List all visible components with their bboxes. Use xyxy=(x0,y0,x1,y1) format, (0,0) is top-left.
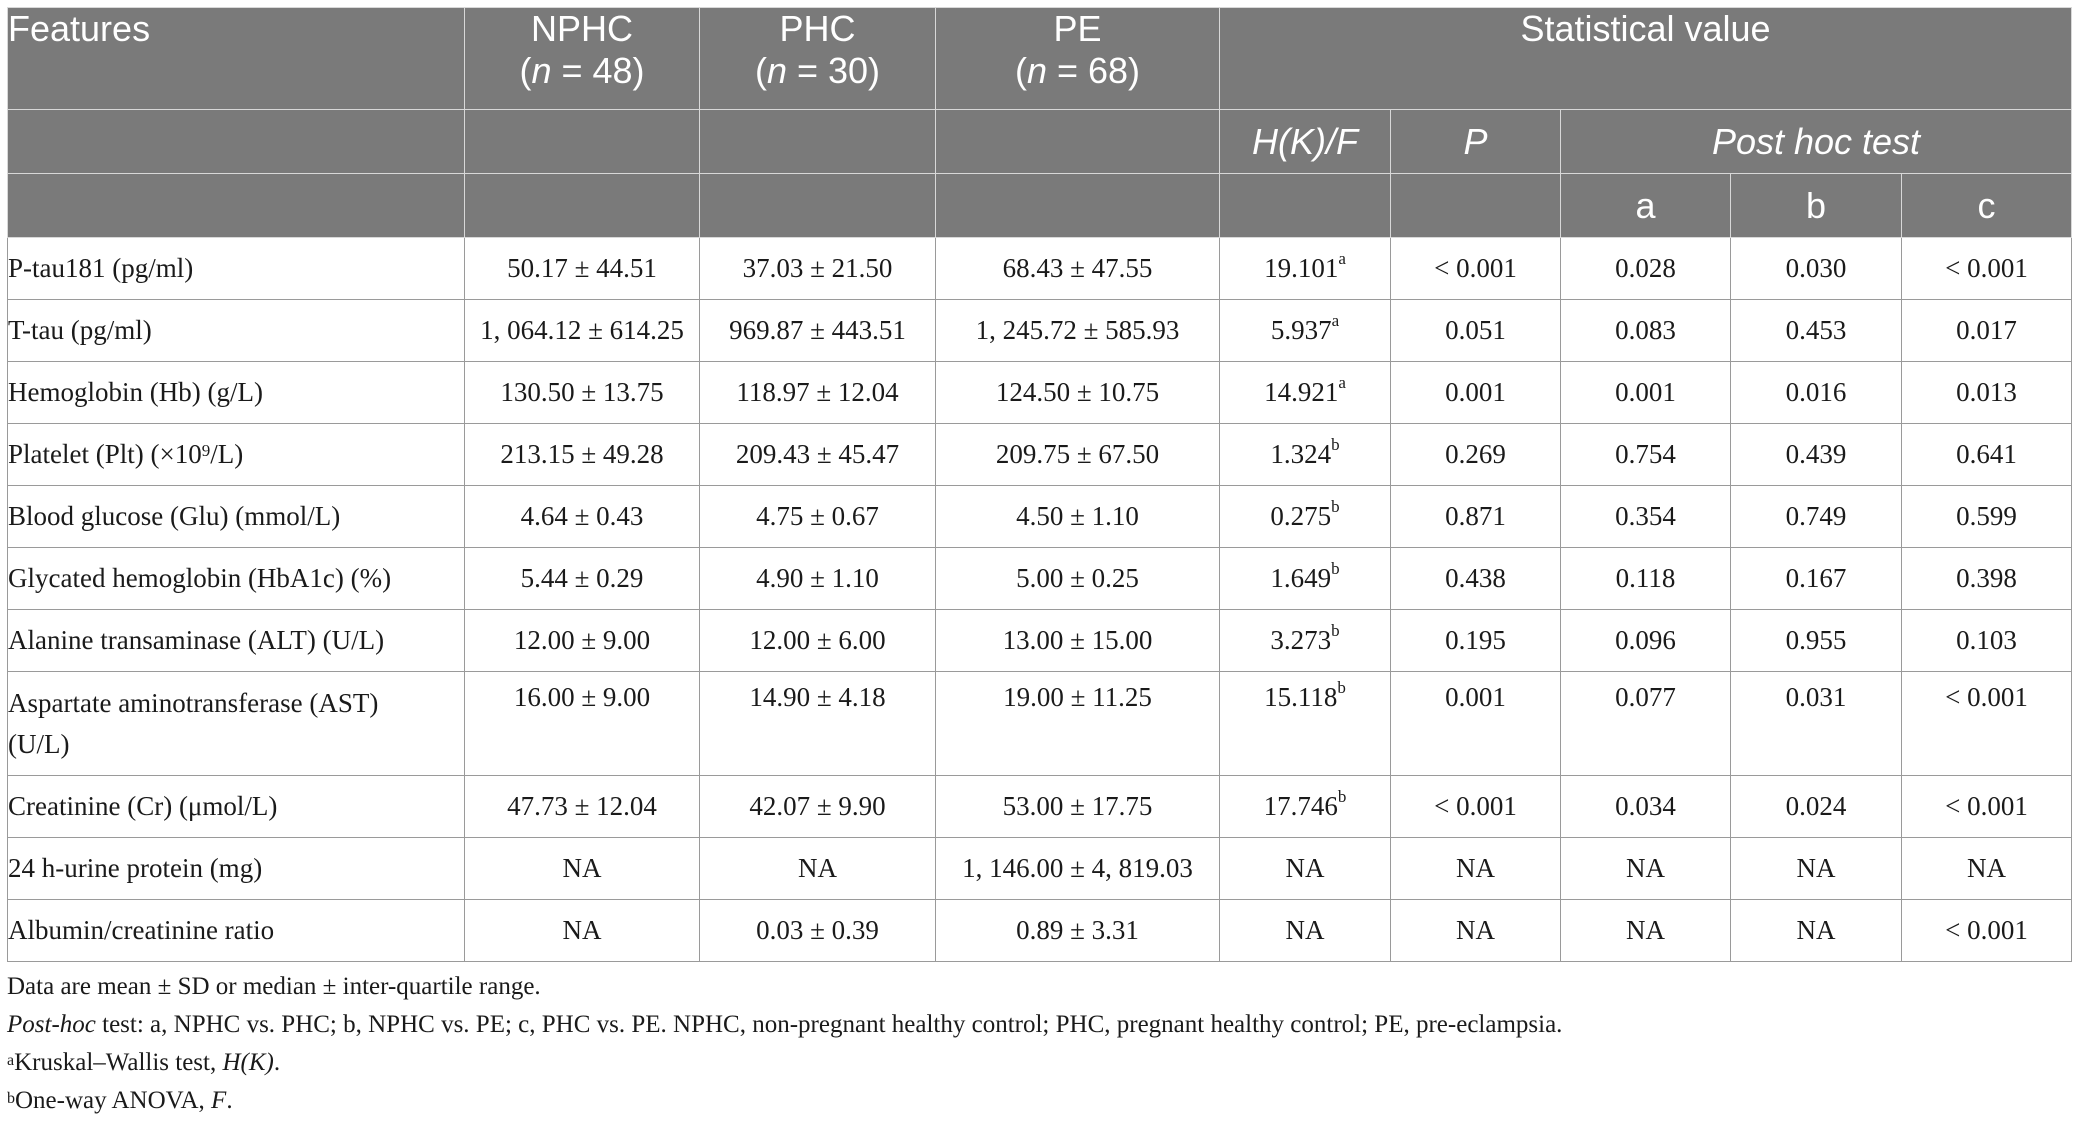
post-hoc-c-cell: NA xyxy=(1902,838,2072,900)
table-row xyxy=(8,486,2072,548)
pe-cell: 209.75 ± 67.50 xyxy=(936,424,1220,486)
p-cell: < 0.001 xyxy=(1391,776,1561,838)
post-hoc-a-cell: 0.754 xyxy=(1561,424,1731,486)
feature-cell: Blood glucose (Glu) (mmol/L) xyxy=(8,486,465,548)
post-hoc-c-cell: 0.599 xyxy=(1902,486,2072,548)
post-hoc-a-cell: 0.028 xyxy=(1561,238,1731,300)
nphc-cell: 50.17 ± 44.51 xyxy=(465,238,700,300)
post-hoc-c-header: c xyxy=(1902,174,2072,238)
table-row xyxy=(8,838,2072,900)
post-hoc-a-cell: NA xyxy=(1561,838,1731,900)
stat-cell: 19.101$^a$ xyxy=(1220,238,1391,300)
pe-cell: 0.89 ± 3.31 xyxy=(936,900,1220,962)
post-hoc-b-cell: 0.031 xyxy=(1731,672,1902,776)
table-row xyxy=(8,424,2072,486)
post-hoc-b-cell: 0.167 xyxy=(1731,548,1902,610)
hkf-header: H(K)/F xyxy=(1220,110,1391,174)
post-hoc-a-cell: NA xyxy=(1561,900,1731,962)
phc-cell: 209.43 ± 45.47 xyxy=(700,424,936,486)
stat-cell: 1.324$^b$ xyxy=(1220,424,1391,486)
post-hoc-a-cell: 0.034 xyxy=(1561,776,1731,838)
p-cell: 0.871 xyxy=(1391,486,1561,548)
p-cell: < 0.001 xyxy=(1391,238,1561,300)
p-cell: 0.001 xyxy=(1391,362,1561,424)
table-row xyxy=(8,776,2072,838)
post-hoc-c-cell: < 0.001 xyxy=(1902,776,2072,838)
feature-cell: P-tau181 (pg/ml) xyxy=(8,238,465,300)
nphc-cell: 1, 064.12 ± 614.25 xyxy=(465,300,700,362)
post-hoc-c-cell: < 0.001 xyxy=(1902,238,2072,300)
feature-cell: Alanine transaminase (ALT) (U/L) xyxy=(8,610,465,672)
nphc-cell: 16.00 ± 9.00 xyxy=(465,672,700,776)
post-hoc-b-cell: 0.955 xyxy=(1731,610,1902,672)
phc-cell: 12.00 ± 6.00 xyxy=(700,610,936,672)
nphc-cell: 213.15 ± 49.28 xyxy=(465,424,700,486)
stat-cell: 15.118$^b$ xyxy=(1220,672,1391,776)
post-hoc-b-cell: 0.016 xyxy=(1731,362,1902,424)
pe-cell: 13.00 ± 15.00 xyxy=(936,610,1220,672)
pe-cell: 4.50 ± 1.10 xyxy=(936,486,1220,548)
table-footnotes xyxy=(7,968,1562,1120)
feature-cell: Hemoglobin (Hb) (g/L) xyxy=(8,362,465,424)
stat-cell: 1.649$^b$ xyxy=(1220,548,1391,610)
post-hoc-a-cell: 0.354 xyxy=(1561,486,1731,548)
nphc-cell: NA xyxy=(465,838,700,900)
table-row xyxy=(8,900,2072,962)
phc-header: PHC (n = 30) xyxy=(700,8,936,110)
empty-header-cell xyxy=(700,174,936,238)
post-hoc-header: Post hoc test xyxy=(1561,110,2072,174)
feature-cell: 24 h-urine protein (mg) xyxy=(8,838,465,900)
nphc-cell: 47.73 ± 12.04 xyxy=(465,776,700,838)
post-hoc-a-cell: 0.118 xyxy=(1561,548,1731,610)
pe-cell: 19.00 ± 11.25 xyxy=(936,672,1220,776)
empty-header-cell xyxy=(700,110,936,174)
p-cell: 0.195 xyxy=(1391,610,1561,672)
p-cell: NA xyxy=(1391,900,1561,962)
p-cell: 0.001 xyxy=(1391,672,1561,776)
pe-cell: 68.43 ± 47.55 xyxy=(936,238,1220,300)
p-header: P xyxy=(1391,110,1561,174)
nphc-cell: 5.44 ± 0.29 xyxy=(465,548,700,610)
p-cell: 0.269 xyxy=(1391,424,1561,486)
post-hoc-b-cell: NA xyxy=(1731,900,1902,962)
stat-cell: 3.273$^b$ xyxy=(1220,610,1391,672)
post-hoc-c-cell: < 0.001 xyxy=(1902,672,2072,776)
phc-cell: 0.03 ± 0.39 xyxy=(700,900,936,962)
empty-header-cell xyxy=(465,174,700,238)
stat-cell: 17.746$^b$ xyxy=(1220,776,1391,838)
empty-header-cell xyxy=(936,110,1220,174)
stat-cell: 5.937$^a$ xyxy=(1220,300,1391,362)
post-hoc-a-cell: 0.096 xyxy=(1561,610,1731,672)
post-hoc-b-header: b xyxy=(1731,174,1902,238)
empty-header-cell xyxy=(1391,174,1561,238)
post-hoc-c-cell: 0.017 xyxy=(1902,300,2072,362)
post-hoc-b-cell: 0.024 xyxy=(1731,776,1902,838)
empty-header-cell xyxy=(8,174,465,238)
feature-cell: Creatinine (Cr) (μmol/L) xyxy=(8,776,465,838)
nphc-cell: NA xyxy=(465,900,700,962)
nphc-cell: 4.64 ± 0.43 xyxy=(465,486,700,548)
empty-header-cell xyxy=(1220,174,1391,238)
feature-cell: Albumin/creatinine ratio xyxy=(8,900,465,962)
table-row xyxy=(8,548,2072,610)
pe-cell: 124.50 ± 10.75 xyxy=(936,362,1220,424)
post-hoc-b-cell: 0.030 xyxy=(1731,238,1902,300)
phc-cell: 42.07 ± 9.90 xyxy=(700,776,936,838)
phc-cell: NA xyxy=(700,838,936,900)
post-hoc-c-cell: 0.013 xyxy=(1902,362,2072,424)
pe-cell: 1, 146.00 ± 4, 819.03 xyxy=(936,838,1220,900)
footnote-data-description: Data are mean ± SD or median ± inter-quartile range. xyxy=(7,973,541,1000)
table-row xyxy=(8,362,2072,424)
post-hoc-b-cell: NA xyxy=(1731,838,1902,900)
empty-header-cell xyxy=(8,110,465,174)
post-hoc-a-cell: 0.077 xyxy=(1561,672,1731,776)
post-hoc-b-cell: 0.749 xyxy=(1731,486,1902,548)
phc-cell: 14.90 ± 4.18 xyxy=(700,672,936,776)
nphc-cell: 12.00 ± 9.00 xyxy=(465,610,700,672)
post-hoc-b-cell: 0.439 xyxy=(1731,424,1902,486)
post-hoc-c-cell: 0.103 xyxy=(1902,610,2072,672)
post-hoc-c-cell: 0.641 xyxy=(1902,424,2072,486)
footnote-b: $^b$One-way ANOVA, F. xyxy=(7,1087,233,1114)
stat-cell: 14.921$^a$ xyxy=(1220,362,1391,424)
pe-cell: 1, 245.72 ± 585.93 xyxy=(936,300,1220,362)
feature-cell: T-tau (pg/ml) xyxy=(8,300,465,362)
post-hoc-a-header: a xyxy=(1561,174,1731,238)
pe-cell: 53.00 ± 17.75 xyxy=(936,776,1220,838)
empty-header-cell xyxy=(936,174,1220,238)
pe-cell: 5.00 ± 0.25 xyxy=(936,548,1220,610)
nphc-header: NPHC (n = 48) xyxy=(465,8,700,110)
phc-cell: 4.75 ± 0.67 xyxy=(700,486,936,548)
phc-cell: 118.97 ± 12.04 xyxy=(700,362,936,424)
p-cell: 0.051 xyxy=(1391,300,1561,362)
table-body xyxy=(8,238,2072,962)
pe-header: PE (n = 68) xyxy=(936,8,1220,110)
post-hoc-c-cell: 0.398 xyxy=(1902,548,2072,610)
p-cell: NA xyxy=(1391,838,1561,900)
table-row xyxy=(8,610,2072,672)
features-header: Features xyxy=(8,8,465,110)
post-hoc-a-cell: 0.083 xyxy=(1561,300,1731,362)
post-hoc-c-cell: < 0.001 xyxy=(1902,900,2072,962)
data-table xyxy=(7,7,2072,962)
stat-cell: 0.275$^b$ xyxy=(1220,486,1391,548)
table-row xyxy=(8,300,2072,362)
phc-cell: 37.03 ± 21.50 xyxy=(700,238,936,300)
nphc-cell: 130.50 ± 13.75 xyxy=(465,362,700,424)
post-hoc-a-cell: 0.001 xyxy=(1561,362,1731,424)
feature-cell: Aspartate aminotransferase (AST) (U/L) xyxy=(8,672,465,776)
phc-cell: 4.90 ± 1.10 xyxy=(700,548,936,610)
footnote-a: $^a$Kruskal–Wallis test, H(K). xyxy=(7,1049,281,1076)
post-hoc-b-cell: 0.453 xyxy=(1731,300,1902,362)
statistical-value-header: Statistical value xyxy=(1220,8,2072,110)
footnote-post-hoc: Post-hoc test: a, NPHC vs. PHC; b, NPHC vs. PE; c, PHC vs. PE. NPHC, non-pregnant healthy control; PHC, pregnant healthy control; PE, pre-eclampsia. xyxy=(7,1011,1563,1038)
table-header xyxy=(8,8,2072,238)
stat-cell: NA xyxy=(1220,900,1391,962)
phc-cell: 969.87 ± 443.51 xyxy=(700,300,936,362)
table-row xyxy=(8,672,2072,776)
feature-cell: Glycated hemoglobin (HbA1c) (%) xyxy=(8,548,465,610)
stat-cell: NA xyxy=(1220,838,1391,900)
feature-cell: Platelet (Plt) $(\times 10^9/L)$ xyxy=(8,424,465,486)
table-row xyxy=(8,238,2072,300)
p-cell: 0.438 xyxy=(1391,548,1561,610)
empty-header-cell xyxy=(465,110,700,174)
